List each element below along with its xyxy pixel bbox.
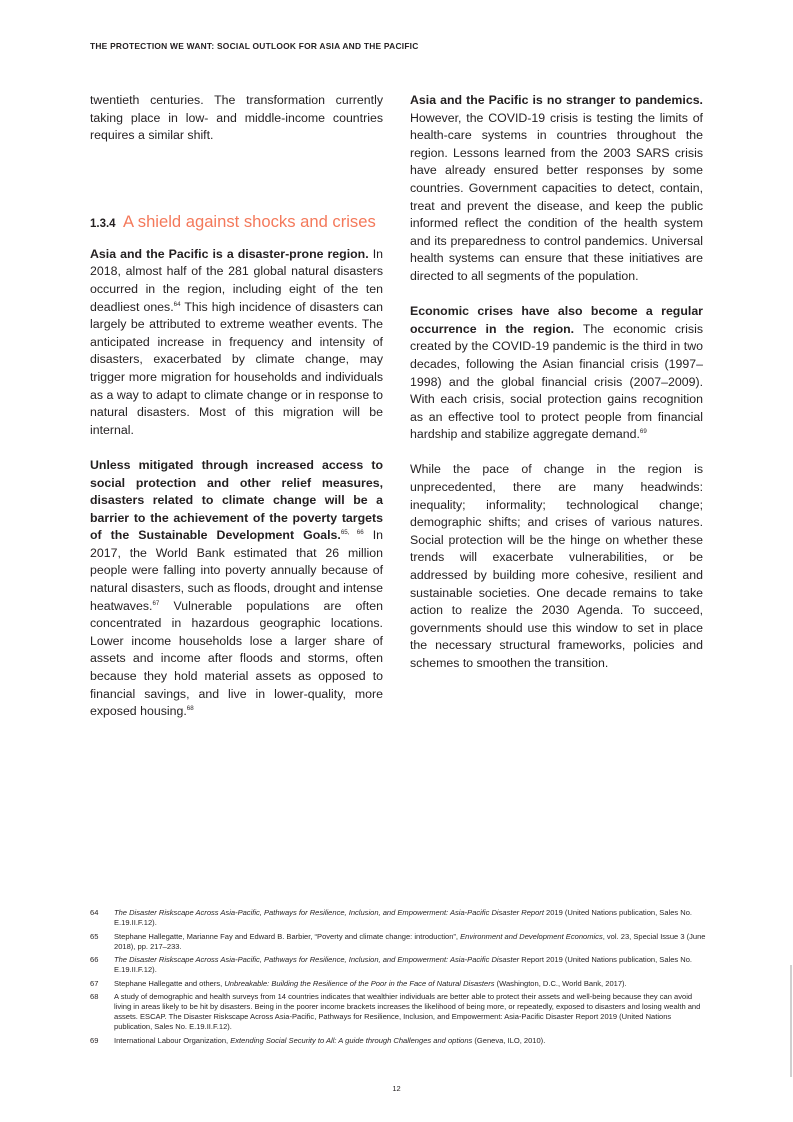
footnote-text: The Disaster Riskscape Across Asia-Pacific, Pathways for Resilience, Inclusion, and Empowerment: Asia-Pacific Disaster Report 2019 (United Nations publication, Sales No. E.19.II.F.12). bbox=[114, 955, 693, 975]
footnote-ref: 64 bbox=[173, 300, 181, 308]
footnote-ref: 68 bbox=[186, 705, 194, 713]
footnote bbox=[90, 932, 710, 952]
left-column bbox=[90, 92, 383, 738]
right-column bbox=[410, 92, 703, 690]
footnote-number: 68 bbox=[90, 992, 99, 1002]
section-heading bbox=[90, 211, 383, 235]
footnote bbox=[90, 955, 710, 975]
headwinds-paragraph: While the pace of change in the region is unprecedented, there are many headwinds: inequality; informality; technological change; demographic shifts; and crises of various natures. Social protection will be the hinge on whether these trends will exacerbate vulnerabilities, or be addressed by building more cohesive, resilient and sustainable societies. One decade remains to take action to realize the 2030 Agenda. To succeed, governments should use this window to set in place the necessary structural frameworks, policies and schemes to smoothen the transition. bbox=[410, 462, 703, 670]
section-title: A shield against shocks and crises bbox=[123, 211, 376, 231]
footnotes bbox=[90, 908, 710, 1050]
section-number: 1.3.4 bbox=[90, 217, 116, 230]
intro-paragraph: twentieth centuries. The transformation currently taking place in low- and middle-income countries requires a similar shift. bbox=[90, 93, 383, 143]
footnote-text: Stephane Hallegatte and others, Unbreakable: Building the Resilience of the Poor in the Face of Natural Disasters (Washington, D.C., World Bank, 2017). bbox=[114, 978, 627, 988]
footnote-ref: 69 bbox=[639, 428, 647, 436]
running-header: THE PROTECTION WE WANT: SOCIAL OUTLOOK FOR ASIA AND THE PACIFIC bbox=[90, 41, 419, 51]
climate-poverty-paragraph bbox=[90, 457, 383, 721]
footnote-text: Stephane Hallegatte, Marianne Fay and Edward B. Barbier, “Poverty and climate change: introduction”, Environment and Development Economics, vol. 23, Special Issue 3 (June 2018), pp. 217–233. bbox=[114, 931, 706, 951]
footnote bbox=[90, 1036, 710, 1046]
footnote-number: 64 bbox=[90, 908, 99, 917]
paragraph-body: In 2017, the World Bank estimated that 26 million people were falling into poverty annually because of natural disasters, such as floods, drought and intense heatwaves. bbox=[90, 528, 383, 613]
paragraph-lead: Unless mitigated through increased access to social protection and other relief measures, disasters related to climate change will be a barrier to the achievement of the poverty targets of the Sustainable Development Goals. bbox=[90, 457, 383, 543]
paragraph-body: The economic crisis created by the COVID-19 pandemic is the third in two decades, following the Asian financial crisis (1997–1998) and the global financial crisis (2007–2009). With each crisis, social protection gains recognition as an effective tool to protect people from financial hardship and stabilize aggregate demand. bbox=[410, 321, 703, 442]
footnote-number: 69 bbox=[90, 1035, 99, 1045]
footnote-ref: 65, 66 bbox=[340, 529, 364, 537]
footnote-ref: 67 bbox=[152, 599, 160, 607]
paragraph-body: However, the COVID-19 crisis is testing the limits of health-care systems in countries throughout the region. Lessons learned from the 2003 SARS crisis have already ensured better responses by some countries. Government capacities to detect, contain, treat and prevent the disease, and keep the public informed reflect the condition of the health system and its preparedness to control pandemics. Universal health systems can ensure that these initiatives are directed to all segments of the population. bbox=[410, 110, 703, 283]
footnote-number: 67 bbox=[90, 978, 99, 988]
paragraph-body: This high incidence of disasters can largely be attributed to extreme weather events. The anticipated increase in frequency and intensity of disasters, exacerbated by climate change, may trigger more migration for households and individuals as a way to adapt to climate change or in response to natural disasters. Most of this migration will be internal. bbox=[90, 299, 383, 437]
paragraph-lead: Asia and the Pacific is a disaster-prone region. bbox=[90, 246, 369, 261]
footnote-text: A study of demographic and health surveys from 14 countries indicates that wealthier individuals are better able to protect their assets and well-being because they can avoid living in areas likely to be hit by disasters. Being in the poorer income brackets increases the likelihood of being more, or repeatedly, exposed to disasters and losing wealth and assets. ESCAP. The Disaster Riskscape Across Asia-Pacific, Pathways for Resilience, Inclusion, and Empowerment: Asia-Pacific Disaster Report 2019 (United Nations publication, Sales No. E.19.II.F.12). bbox=[114, 992, 701, 1032]
footnote bbox=[90, 908, 710, 928]
margin-rule bbox=[790, 965, 792, 1077]
paragraph-lead: Economic crises have also become a regular occurrence in the region. bbox=[410, 304, 703, 336]
footnote bbox=[90, 992, 710, 1032]
footnote-text: The Disaster Riskscape Across Asia-Pacific, Pathways for Resilience, Inclusion, and Empowerment: Asia-Pacific Disaster Report 2019 (United Nations publication, Sales No. E.19.II.F.12). bbox=[114, 908, 693, 927]
paragraph-body: Vulnerable populations are often concentrated in hazardous geographic locations. Lower income households lose a larger share of assets and income after floods and storms, often because they hold material assets as opposed to financial savings, and live in lower-quality, more exposed housing. bbox=[90, 598, 383, 719]
disaster-paragraph bbox=[90, 246, 383, 440]
footnote bbox=[90, 979, 710, 989]
paragraph-lead: Asia and the Pacific is no stranger to pandemics. bbox=[410, 93, 703, 107]
paragraph-body: In 2018, almost half of the 281 global natural disasters occurred in the region, including eight of the ten deadliest ones. bbox=[90, 246, 383, 314]
page-number: 12 bbox=[392, 1084, 401, 1093]
footnote-number: 66 bbox=[90, 955, 99, 965]
footnote-text: International Labour Organization, Extending Social Security to All: A guide through Challenges and options (Geneva, ILO, 2010). bbox=[114, 1035, 546, 1045]
footnote-number: 65 bbox=[90, 931, 99, 941]
pandemics-paragraph bbox=[410, 92, 703, 286]
economic-crises-paragraph bbox=[410, 303, 703, 444]
